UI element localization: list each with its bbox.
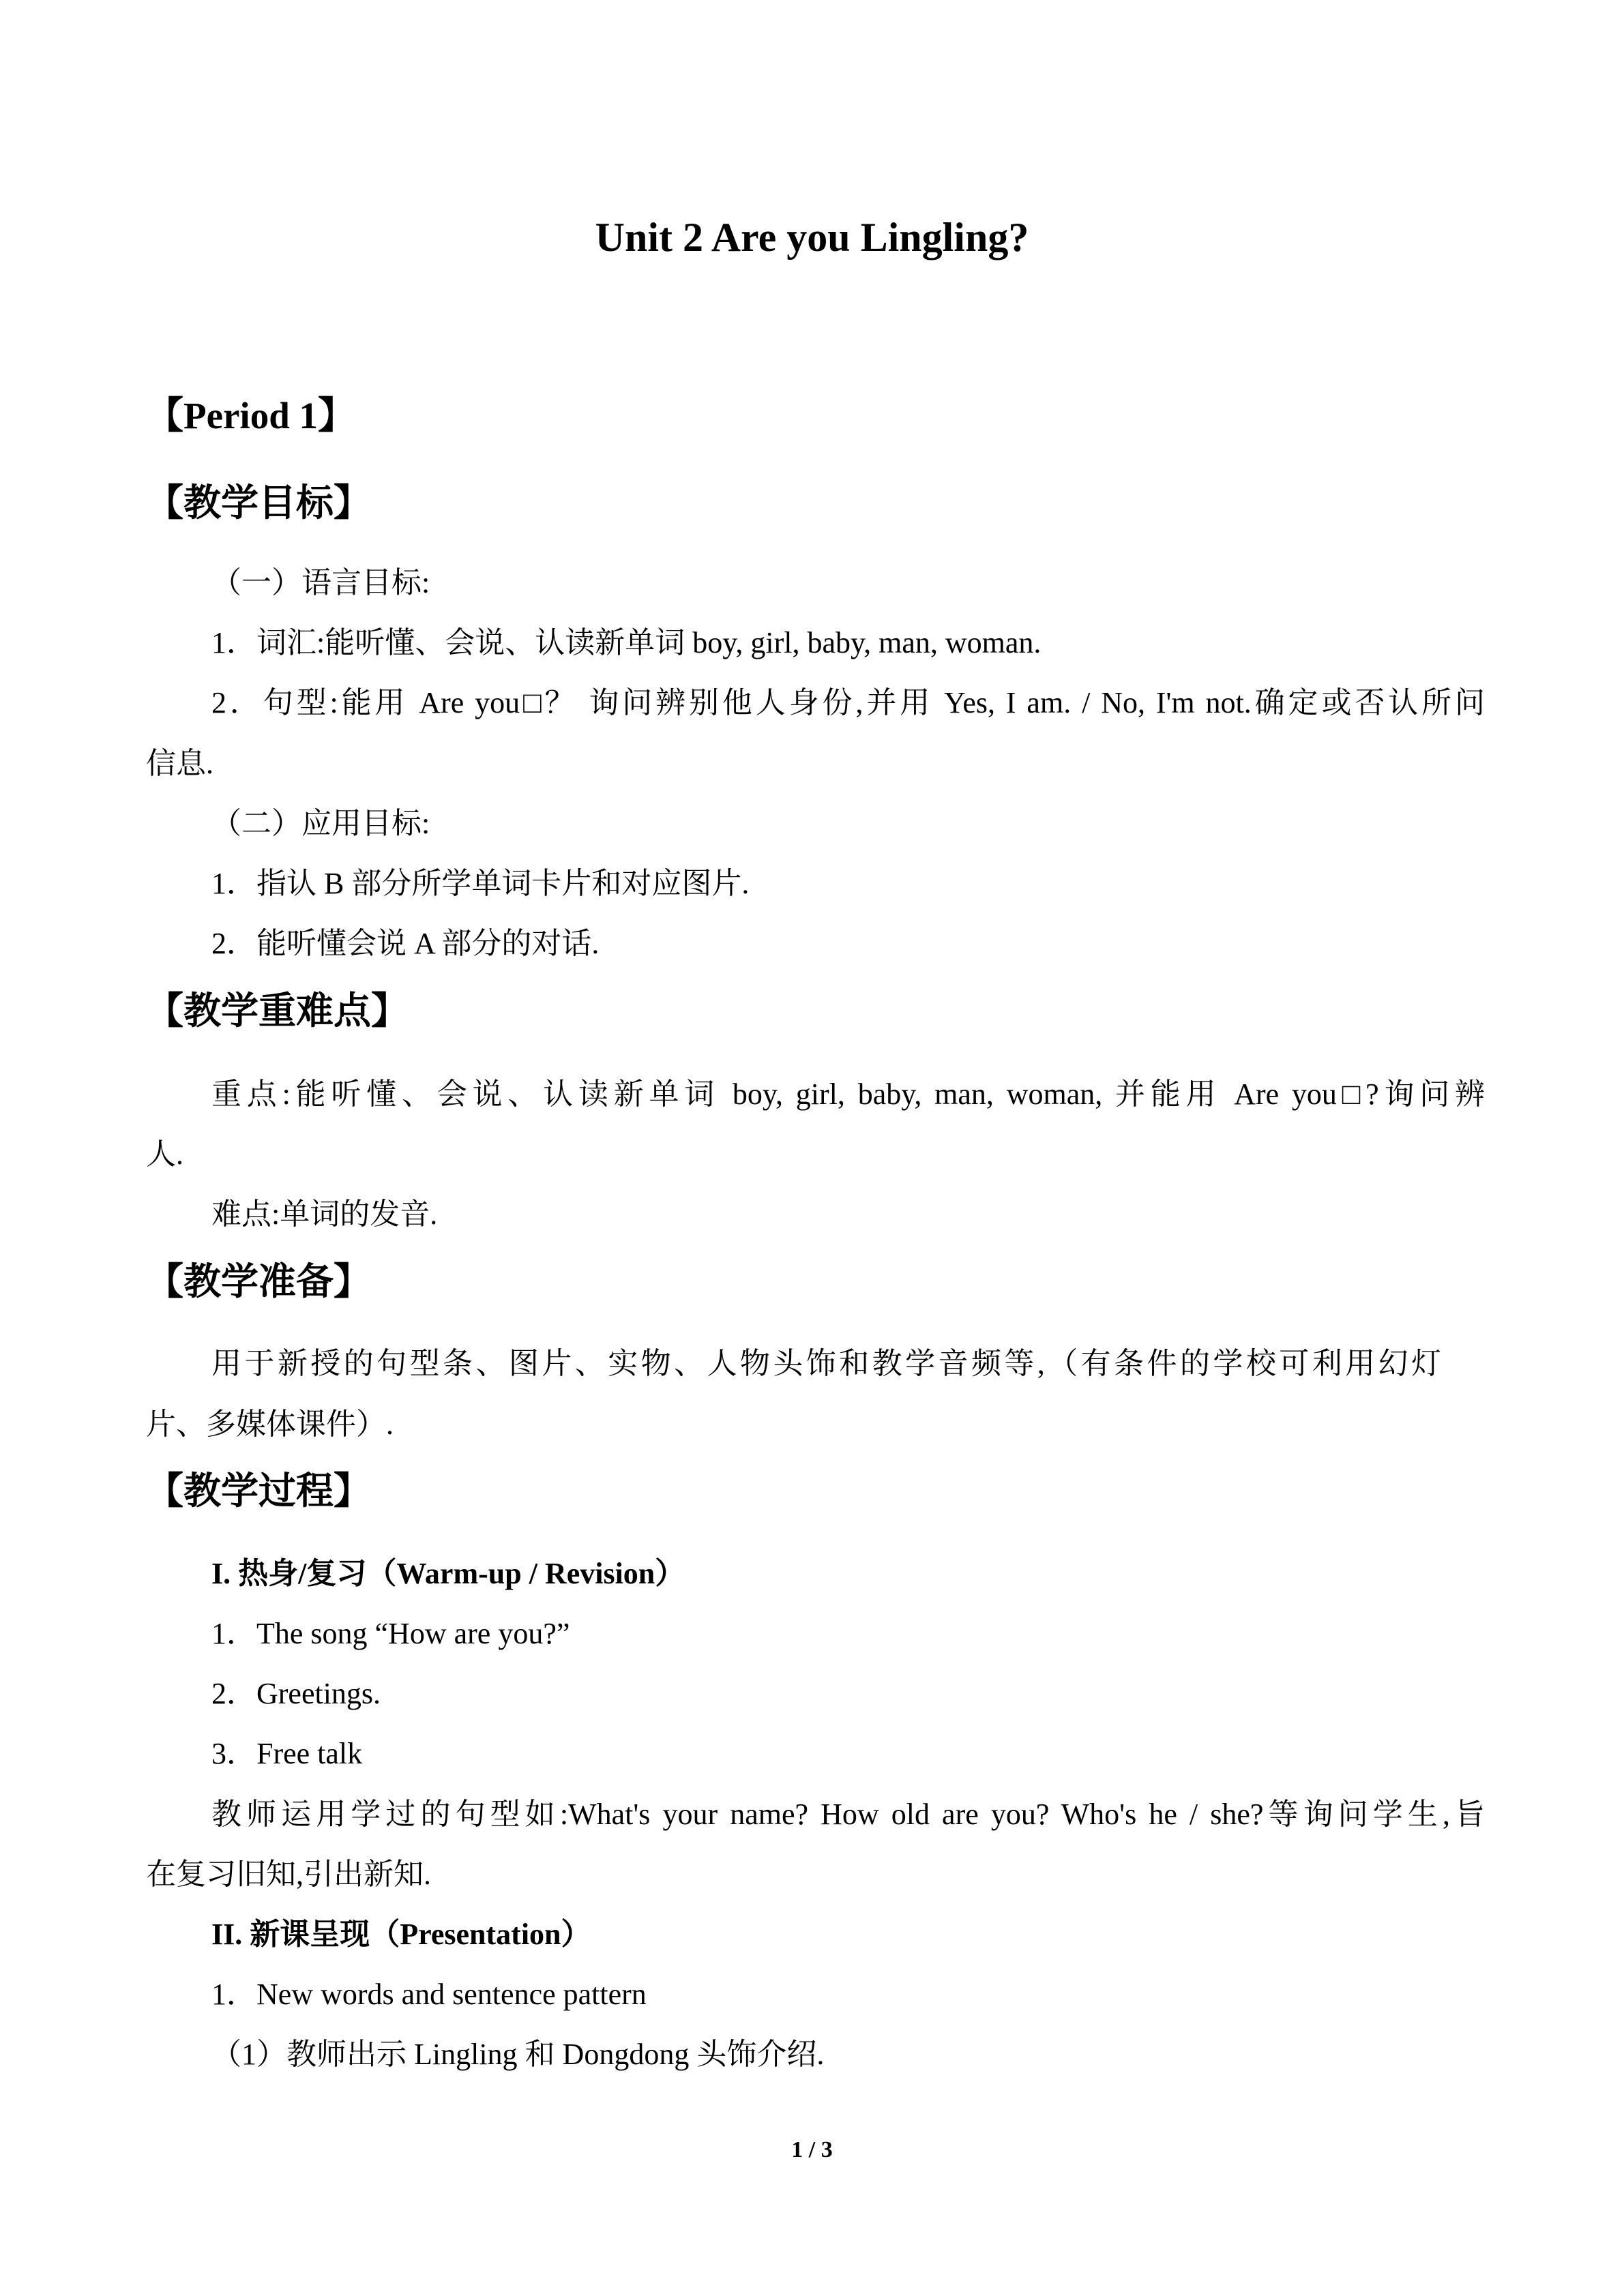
- difficulty-text: 难点:单词的发音.: [211, 1197, 438, 1231]
- warm-up-description: 教师运用学过的句型如:What's your name? How old are you? Who's he / she?等询问学生,旨: [211, 1798, 1485, 1831]
- heading-period: 【Period 1】: [146, 395, 356, 436]
- section-warm-up-heading: I. 热身/复习（Warm-up / Revision）: [211, 1557, 685, 1590]
- warm-up-item-greetings: 2．Greetings.: [211, 1677, 381, 1710]
- warm-up-item-free-talk: 3．Free talk: [211, 1737, 363, 1770]
- language-goals-heading: （一）语言目标:: [211, 566, 430, 599]
- objective-item-sentence-pattern: 2．句型:能用 Are you□？ 询问辨别他人身份,并用 Yes, I am. / No, I'm not.确定或否认所问: [211, 686, 1485, 719]
- objective-item-vocabulary: 1．词汇:能听懂、会说、认读新单词 boy, girl, baby, man, woman.: [211, 626, 1042, 659]
- preparation-text: 用于新授的句型条、图片、实物、人物头饰和教学音频等,（有条件的学校可利用幻灯: [211, 1347, 1441, 1380]
- warm-up-description-cont: 在复习旧知,引出新知.: [146, 1858, 431, 1891]
- warm-up-item-song: 1．The song “How are you?”: [211, 1617, 570, 1650]
- heading-preparation: 【教学准备】: [146, 1261, 372, 1302]
- application-item-2: 2．能听懂会说 A 部分的对话.: [211, 927, 600, 960]
- heading-key-points: 【教学重难点】: [146, 990, 409, 1032]
- key-point-text-cont: 人.: [146, 1137, 183, 1171]
- section-presentation-heading: II. 新课呈现（Presentation）: [211, 1918, 591, 1951]
- heading-objectives: 【教学目标】: [146, 482, 372, 524]
- objective-item-sentence-pattern-cont: 信息.: [146, 747, 213, 780]
- preparation-text-cont: 片、多媒体课件）.: [146, 1407, 394, 1441]
- document-title: Unit 2 Are you Lingling?: [595, 215, 1029, 260]
- application-goals-heading: （二）应用目标:: [211, 807, 430, 840]
- presentation-item-new-words: 1．New words and sentence pattern: [211, 1978, 647, 2011]
- page-number: 1 / 3: [791, 2137, 833, 2162]
- presentation-subitem-1: （1）教师出示 Lingling 和 Dongdong 头饰介绍.: [211, 2038, 825, 2071]
- key-point-text: 重点:能听懂、会说、认读新单词 boy, girl, baby, man, woman, 并能用 Are you□?询问辨: [211, 1077, 1485, 1111]
- heading-process: 【教学过程】: [146, 1470, 372, 1512]
- application-item-1: 1．指认 B 部分所学单词卡片和对应图片.: [211, 867, 750, 900]
